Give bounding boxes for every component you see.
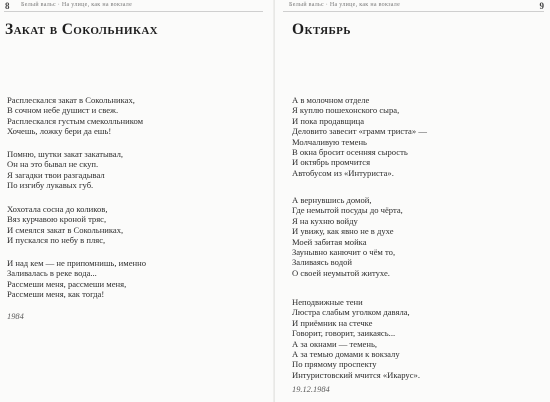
- poem-title-left: Закат в Сокольниках: [5, 21, 159, 38]
- verse-line: Рассмеши меня, рассмеши меня,: [7, 278, 127, 289]
- stanza-right-2: [292, 195, 403, 278]
- verse-line: А за окнами — темень,: [292, 338, 378, 349]
- verse-line: Моей забитая мойка: [292, 236, 367, 247]
- poem-date-left: 1984: [7, 312, 24, 321]
- verse-line: Где немытой посуды до чёрта,: [292, 205, 403, 216]
- verse-line: А за темью домами к вокзалу: [292, 348, 400, 359]
- page-number-right: 9: [539, 1, 544, 11]
- header-rule-right: [283, 11, 544, 12]
- verse-line: Заливаясь водой: [292, 257, 352, 268]
- verse-line: Неподвижные тени: [292, 297, 363, 307]
- verse-line: Хохотала сосна до коликов,: [7, 204, 108, 214]
- stanza-right-3: [292, 297, 420, 380]
- stanza-right-1: [292, 95, 427, 178]
- verse-line: По прямому проспекту: [292, 359, 377, 370]
- verse-line: Вяз курчавою кроной тряс,: [7, 214, 107, 225]
- poem-title-right: Октябрь: [292, 21, 351, 38]
- verse-line: Говорит, говорит, заикаясь...: [292, 328, 396, 339]
- verse-line: Помню, шутки закат закатывал,: [7, 149, 124, 159]
- verse-line: Заливалась в реке вода...: [7, 268, 97, 279]
- verse-line: Молчаливую темень: [292, 136, 367, 147]
- verse-line: Деловито завесит «грамм триста» —: [292, 126, 427, 137]
- verse-line: И над кем — не припомнишь, именно: [7, 258, 146, 268]
- verse-line: О своей неумытой житухе.: [292, 267, 390, 278]
- poem-date-right: 19.12.1984: [292, 385, 330, 394]
- page-number-left: 8: [5, 1, 10, 11]
- stanza-left-1: [7, 95, 143, 137]
- verse-line: Люстра слабым уголком давяла,: [292, 307, 410, 318]
- verse-line: Я куплю пошехонского сыра,: [292, 105, 400, 116]
- verse-line: Я на кухню войду: [292, 215, 358, 226]
- verse-line: А в молочном отделе: [292, 95, 370, 105]
- stanza-left-3: [7, 204, 123, 246]
- verse-line: Рассмеши меня, как тогда!: [7, 289, 105, 300]
- right-page: [275, 0, 550, 402]
- verse-line: Расплескался закат в Сокольниках,: [7, 95, 135, 105]
- verse-line: В окна бросит осенняя сырость: [292, 146, 408, 157]
- verse-line: Автобусом из «Интуриста».: [292, 167, 394, 178]
- verse-line: В сочном небе душист и свеж.: [7, 105, 119, 116]
- verse-line: И смеялся закат в Сокольниках,: [7, 224, 124, 235]
- verse-line: И октябрь промчится: [292, 157, 371, 168]
- stanza-left-2: [7, 149, 123, 191]
- header-rule-left: [4, 11, 263, 12]
- verse-line: Заунывно канючит о чём то,: [292, 246, 396, 257]
- verse-line: И приёмник на стечке: [292, 317, 373, 328]
- verse-line: И пускался по небу в пляс,: [7, 235, 106, 246]
- verse-line: Интуристовский мчится «Икарус».: [292, 369, 420, 380]
- verse-line: И пока продавщица: [292, 115, 365, 126]
- verse-line: Я загадки твои разгадывал: [7, 169, 105, 180]
- verse-line: По изгибу лукавых губ.: [7, 180, 94, 191]
- verse-line: Хочешь, ложку бери да ешь!: [7, 126, 112, 137]
- stanza-left-4: [7, 258, 146, 300]
- running-head-left: Белый вальс · На улице, как на вокзале: [21, 2, 133, 8]
- verse-line: Он на это бывал не скуп.: [7, 159, 99, 170]
- verse-line: А вернувшись домой,: [292, 195, 372, 205]
- verse-line: Расплескался густым смеколльником: [7, 115, 144, 126]
- verse-line: И увижу, как явно не в духе: [292, 226, 394, 237]
- running-head-right: Белый вальс · На улице, как на вокзале: [289, 2, 401, 8]
